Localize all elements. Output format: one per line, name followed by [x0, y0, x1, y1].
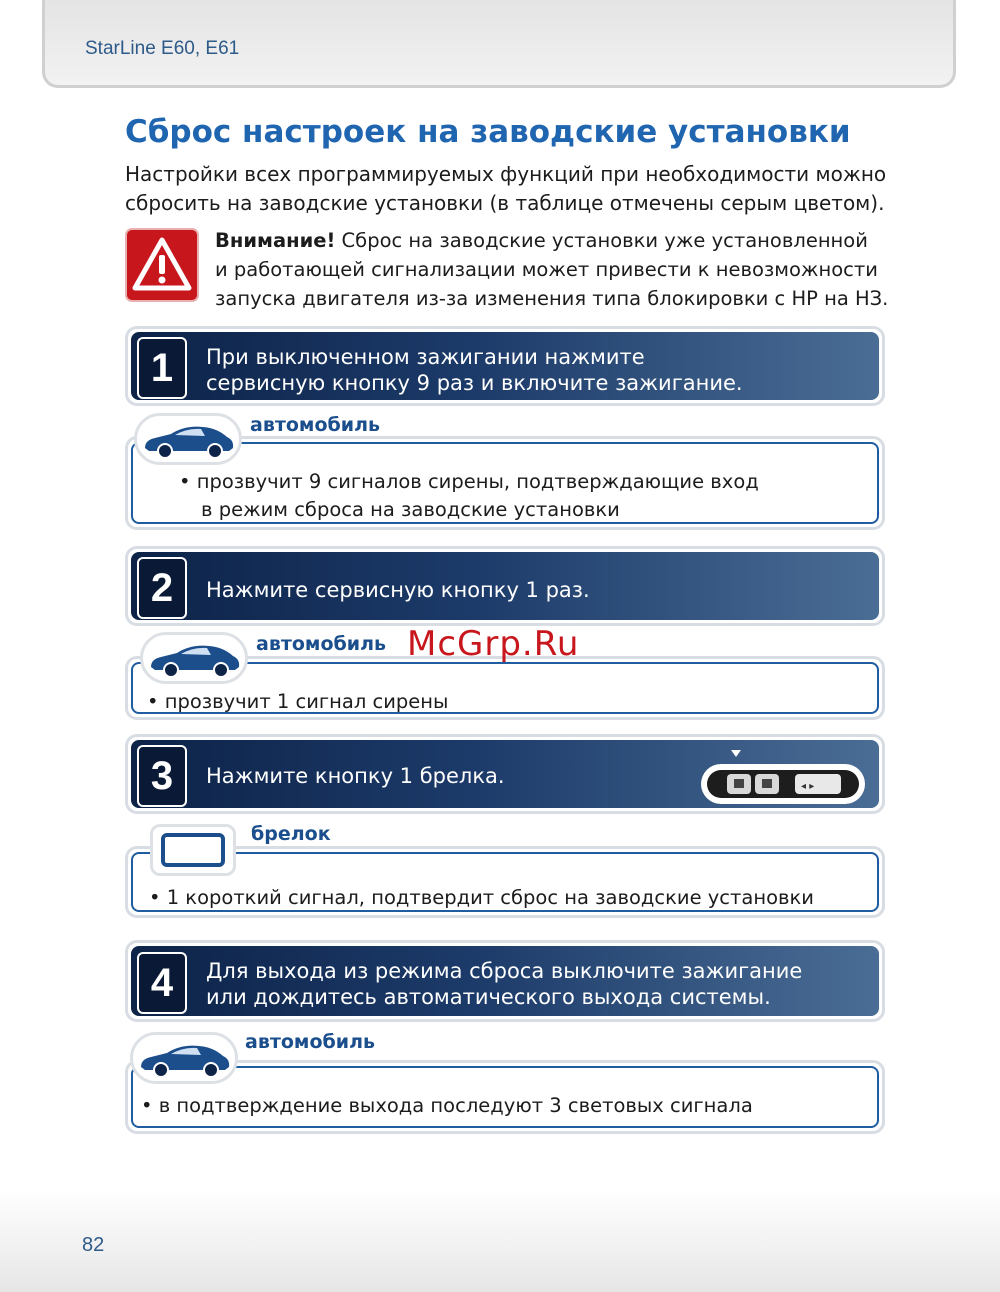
step-text: При выключенном зажигании нажмите сервисную кнопку 9 раз и включите зажигание. [206, 345, 743, 395]
warning-triangle-icon [125, 228, 199, 302]
svg-text:◂ ▸: ◂ ▸ [801, 781, 815, 792]
result-text: • в подтверждение выхода последуют 3 световых сигнала [141, 1094, 753, 1117]
car-badge [134, 413, 242, 465]
result-3 [125, 846, 885, 918]
result-text: • 1 короткий сигнал, подтвердит сброс на заводские установки [149, 886, 814, 909]
watermark: McGrp.Ru [407, 624, 580, 664]
footer-bar [0, 1190, 1000, 1292]
warning-text: Внимание! Сброс на заводские установки уже установленной и работающей сигнализации может привести к невозможности запуска двигателя из-за изменения типа блокировки с НР на НЗ. [215, 229, 889, 310]
step-text: Для выхода из режима сброса выключите зажигание или дождитесь автоматического выхода системы. [206, 959, 803, 1009]
step-2 [125, 546, 885, 626]
fob-screen-icon [161, 833, 225, 867]
result-text: • прозвучит 9 сигналов сирены, подтверждающие вход в режим сброса на заводские установки [179, 470, 759, 521]
header-bar [42, 0, 956, 88]
step-number: 3 [137, 745, 187, 807]
step-number: 4 [137, 952, 187, 1014]
key-fob-icon [697, 746, 869, 808]
step-4 [125, 940, 885, 1022]
header-text: StarLine E60, E61 [85, 38, 240, 59]
car-icon [141, 422, 237, 460]
page-number: 82 [82, 1234, 105, 1256]
fob-badge [150, 824, 236, 876]
car-badge [140, 632, 248, 684]
step-number: 2 [137, 557, 187, 619]
result-text: • прозвучит 1 сигнал сирены [147, 690, 449, 713]
car-badge [130, 1032, 238, 1084]
section-label: автомобиль [256, 633, 387, 655]
intro-text: Настройки всех программируемых функций при необходимости можно сбросить на заводские установки (в таблице отмечены серым цветом). [125, 162, 887, 215]
car-icon [137, 1041, 233, 1079]
step-text: Нажмите сервисную кнопку 1 раз. [206, 578, 590, 602]
step-1 [125, 326, 885, 406]
section-label: брелок [251, 823, 331, 845]
car-icon [147, 641, 243, 679]
step-text: Нажмите кнопку 1 брелка. [206, 764, 505, 788]
page-title: Сброс настроек на заводские установки [125, 114, 851, 150]
step-3 [125, 734, 885, 814]
section-label: автомобиль [245, 1031, 376, 1053]
warning-label: Внимание! [215, 229, 336, 252]
result-4 [125, 1060, 885, 1134]
section-label: автомобиль [250, 414, 381, 436]
step-number: 1 [137, 337, 187, 399]
